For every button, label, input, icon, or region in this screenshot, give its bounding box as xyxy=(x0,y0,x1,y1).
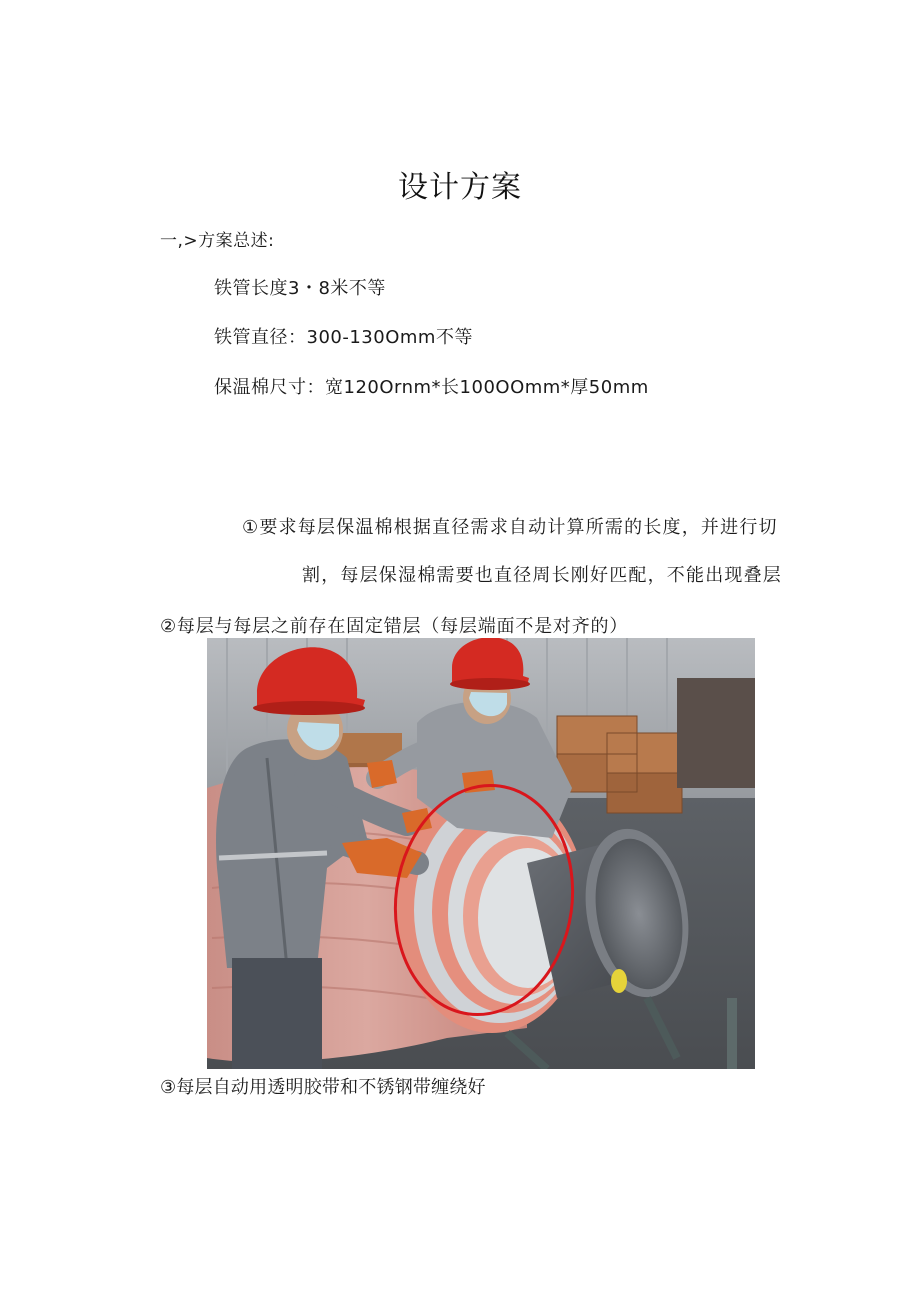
requirement-3: ③每层自动用透明胶带和不锈钢带缠绕好 xyxy=(160,1077,486,1098)
spec-insulation-size: 保温棉尺寸：宽120Ornm*长100OOmm*厚50mm xyxy=(214,377,649,398)
page-title: 设计方案 xyxy=(398,170,522,205)
spec-pipe-length: 铁管长度3・8米不等 xyxy=(214,278,386,299)
spec-pipe-diameter: 铁管直径：300-130Omm不等 xyxy=(214,327,473,348)
requirement-1-line-1: ①要求每层保温棉根据直径需求自动计算所需的长度，并进行切 xyxy=(242,517,778,538)
workers-wrapping-pipe-photo xyxy=(207,638,755,1069)
requirement-1-line-2: 割，每层保湿棉需要也直径周长刚好匹配，不能出现叠层 xyxy=(302,565,782,586)
requirement-2: ②每层与每层之前存在固定错层（每层端面不是对齐的） xyxy=(160,616,629,637)
section-heading: 一,>方案总述: xyxy=(160,231,275,251)
